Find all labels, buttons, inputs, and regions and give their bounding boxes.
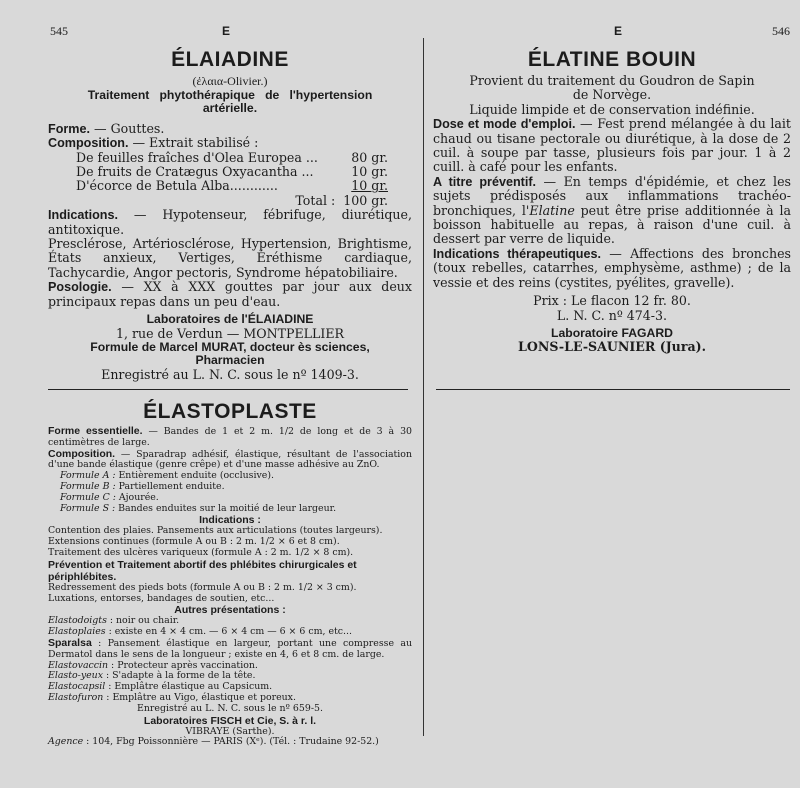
- indications-text: — Hypotenseur, fébrifuge, diurétique, antitoxique.: [48, 207, 412, 237]
- ingredient-list: [48, 151, 412, 209]
- composition-para: [48, 449, 412, 472]
- formule-text: Ajourée.: [115, 491, 159, 503]
- origin-line-1: Provient du traitement du Goudron de Sapin: [469, 73, 755, 88]
- lab-name: Laboratoires FISCH et Cie, S. à r. l.: [143, 714, 317, 727]
- elastoplaste-entry: [48, 400, 412, 748]
- dose-para: [433, 117, 791, 175]
- formule-text: Partiellement enduite.: [115, 480, 225, 492]
- presentation-text: : Emplâtre élastique au Capsicum.: [105, 681, 273, 693]
- formule-list: [48, 471, 412, 514]
- presentation-text: : Protecteur après vaccination.: [108, 659, 258, 671]
- indication-line: Redressement des pieds bots (formule A ou B : 2 m. 1/2 × 3 cm).: [48, 581, 357, 593]
- subtitle-line-2: artérielle.: [202, 101, 258, 116]
- dose-text: — Fest prend mélangée à du lait chaud ou tisane pectorale ou diurétique, à la dose de 2 cuil. à soupe par tasse, plusieurs fois par jour. 1 à 2 cuill. à café pour les enfants.: [433, 116, 791, 175]
- formule-text: Bandes enduites sur la moitié de leur largeur.: [115, 502, 337, 514]
- section-letter-right: E: [614, 24, 623, 38]
- ingredient-row: [76, 165, 388, 179]
- indications-para: [48, 208, 412, 237]
- indications-label: Indications.: [48, 208, 118, 223]
- agence-text: : 104, Fbg Poissonnière — PARIS (Xᵉ). (Tél. : Trudaine 92-52.): [83, 736, 379, 748]
- separator-right: [436, 389, 790, 390]
- agence-line: [48, 737, 412, 748]
- indications-heading: Indications :: [199, 514, 261, 527]
- origin-line-2: de Norvège.: [572, 87, 652, 103]
- formule-name: Formule S :: [60, 502, 116, 514]
- prevention-para: [433, 175, 791, 247]
- entry-title: ÉLATINE BOUIN: [527, 48, 697, 71]
- entry-title: ÉLAIADINE: [171, 48, 289, 71]
- dose-label: Dose et mode d'emploi.: [433, 117, 576, 132]
- indications-list: Presclérose, Artériosclérose, Hypertension, Brightisme, États anxieux, Vertiges, Éréthisme cardiaque, Tachycardie, Angor pectoris, Syndrome hépatobiliaire.: [48, 236, 412, 280]
- ingredient-qty: 80 gr.: [351, 149, 388, 165]
- total-row: [76, 194, 388, 208]
- lnc-number: L. N. C. nº 474-3.: [556, 307, 668, 323]
- posologie-label: Posologie.: [48, 280, 112, 295]
- presentation-name: Elastovaccin: [48, 659, 109, 671]
- page-number-left: 545: [50, 24, 68, 38]
- total-label: Total :: [295, 192, 336, 208]
- lab-city: VIBRAYE (Sarthe).: [185, 725, 275, 737]
- indication-line: Luxations, entorses, bandages de soutien, etc...: [48, 592, 275, 604]
- posologie-text: — XX à XXX gouttes par jour aux deux principaux repas dans un peu d'eau.: [48, 279, 412, 309]
- etymology: (ἐλαια-Olivier.): [192, 74, 268, 88]
- lab-name: Laboratoires de l'ÉLAIADINE: [146, 312, 314, 327]
- formule-item: [60, 504, 412, 515]
- separator-left: [48, 389, 408, 390]
- forme-label: Forme essentielle.: [48, 425, 143, 437]
- presentation-name: Elastoplaies: [48, 626, 106, 638]
- ingredient-name: De feuilles fraîches d'Olea Europea ...: [76, 149, 318, 165]
- presentation-text: : noir ou chair.: [106, 615, 180, 627]
- formule-name: Formule A :: [60, 470, 116, 482]
- presentation-name: Elasto-yeux: [48, 670, 103, 682]
- entry-title: ÉLASTOPLASTE: [143, 400, 317, 423]
- price: Prix : Le flacon 12 fr. 80.: [533, 293, 691, 309]
- sparalsa-label: Sparalsa: [48, 636, 92, 649]
- prevention-label: A titre préventif.: [433, 174, 537, 189]
- ingredient-row: [76, 151, 388, 165]
- description: Liquide limpide et de conservation indéfinie.: [469, 101, 755, 117]
- forme-text: — Bandes de 1 et 2 m. 1/2 de long et de 3 à 30 centimètres de large.: [48, 426, 412, 448]
- posologie-para: [48, 280, 412, 309]
- prevention-text-2: peut être prise additionnée à la boisson habituelle au repas, à raison d'une cuil. à dessert par verre de liquide.: [433, 202, 791, 247]
- forme-label: Forme.: [48, 121, 90, 136]
- ingredient-name: D'écorce de Betula Alba............: [76, 178, 278, 194]
- agence-label: Agence: [48, 736, 84, 748]
- composition-text: — Sparadrap adhésif, élastique, résultant de l'association d'une bande élastique (genre crêpe) et d'une masse adhésive au ZnO.: [48, 448, 412, 471]
- forme-line: [48, 122, 412, 136]
- prevention-text: — En temps d'épidémie, et chez les sujets prédisposés aux inflammations trachéo-bronchiques, l': [433, 173, 791, 218]
- therapeutic-text: — Affections des bronches (toux rebelles, catarrhes, emphysème, asthme) ; de la vessie et des reins (cystites, pyélites, gravelle).: [433, 245, 791, 290]
- ingredient-qty: 10 gr.: [351, 164, 388, 180]
- column-divider: [423, 38, 424, 736]
- elaiadine-entry: [48, 48, 412, 382]
- composition-label: Composition.: [48, 447, 116, 460]
- composition-text: — Extrait stabilisé :: [128, 135, 259, 151]
- section-letter-left: E: [222, 24, 231, 38]
- forme-para: [48, 426, 412, 449]
- lab-city: LONS-LE-SAUNIER (Jura).: [518, 339, 706, 355]
- presentation-name: Elastofuron: [48, 691, 104, 703]
- therapeutic-para: [433, 247, 791, 290]
- therapeutic-label: Indications thérapeutiques.: [433, 246, 601, 261]
- formule-name: Formule C :: [60, 491, 116, 503]
- lab-address: 1, rue de Verdun — MONTPELLIER: [115, 325, 345, 341]
- ingredient-name: De fruits de Cratægus Oxyacantha ...: [76, 164, 314, 180]
- sparalsa-para: [48, 638, 412, 661]
- product-name: Elatine: [529, 202, 575, 218]
- presentation-text: : existe en 4 × 4 cm. — 6 × 4 cm — 6 × 6 cm, etc...: [105, 626, 352, 638]
- ingredient-row: [76, 179, 388, 193]
- formula-line-1: Formule de Marcel MURAT, docteur ès sciences,: [90, 339, 370, 354]
- page-number-right: 546: [772, 24, 790, 38]
- ingredient-qty: 10 gr.: [351, 178, 388, 194]
- presentation-text: : S'adapte à la forme de la tête.: [103, 670, 256, 682]
- indication-line: Contention des plaies. Pansements aux articulations (toutes largeurs).: [48, 525, 383, 537]
- registration: Enregistré au L. N. C. sous le nº 1409-3.: [101, 366, 359, 382]
- prevention-line: Prévention et Traitement abortif des phlébites chirurgicales et périphlébites.: [48, 558, 357, 583]
- registration: Enregistré au L. N. C. sous le nº 659-5.: [137, 702, 323, 714]
- formule-name: Formule B :: [60, 480, 116, 492]
- indication-line: Extensions continues (formule A ou B : 2 m. 1/2 × 6 et 8 cm).: [48, 536, 340, 548]
- subtitle-line-1: Traitement phytothérapique de l'hypertension: [87, 88, 373, 102]
- elatine-entry: [433, 48, 791, 355]
- forme-text: — Gouttes.: [90, 120, 165, 136]
- presentation-name: Elastodoigts: [48, 615, 107, 627]
- indication-line: Traitement des ulcères variqueux (formule A : 2 m. 1/2 × 8 cm).: [48, 546, 354, 558]
- composition-line: [48, 136, 412, 150]
- autres-heading: Autres présentations :: [174, 604, 286, 617]
- presentation-name: Elastocapsil: [48, 681, 106, 693]
- composition-label: Composition.: [48, 136, 129, 151]
- presentation-item: [48, 627, 412, 638]
- presentation-text: : Emplâtre au Vigo, élastique et poreux.: [103, 691, 296, 703]
- total-value: 100 gr.: [343, 192, 388, 208]
- lab-name: Laboratoire FAGARD: [551, 325, 673, 340]
- sparalsa-text: : Pansement élastique en largeur, portant une compresse au Dermatol dans le sens de la longueur ; existe en 4, 6 et 8 cm. de large.: [48, 637, 412, 660]
- formula-line-2: Pharmacien: [195, 353, 265, 368]
- formule-text: Entièrement enduite (occlusive).: [115, 470, 274, 482]
